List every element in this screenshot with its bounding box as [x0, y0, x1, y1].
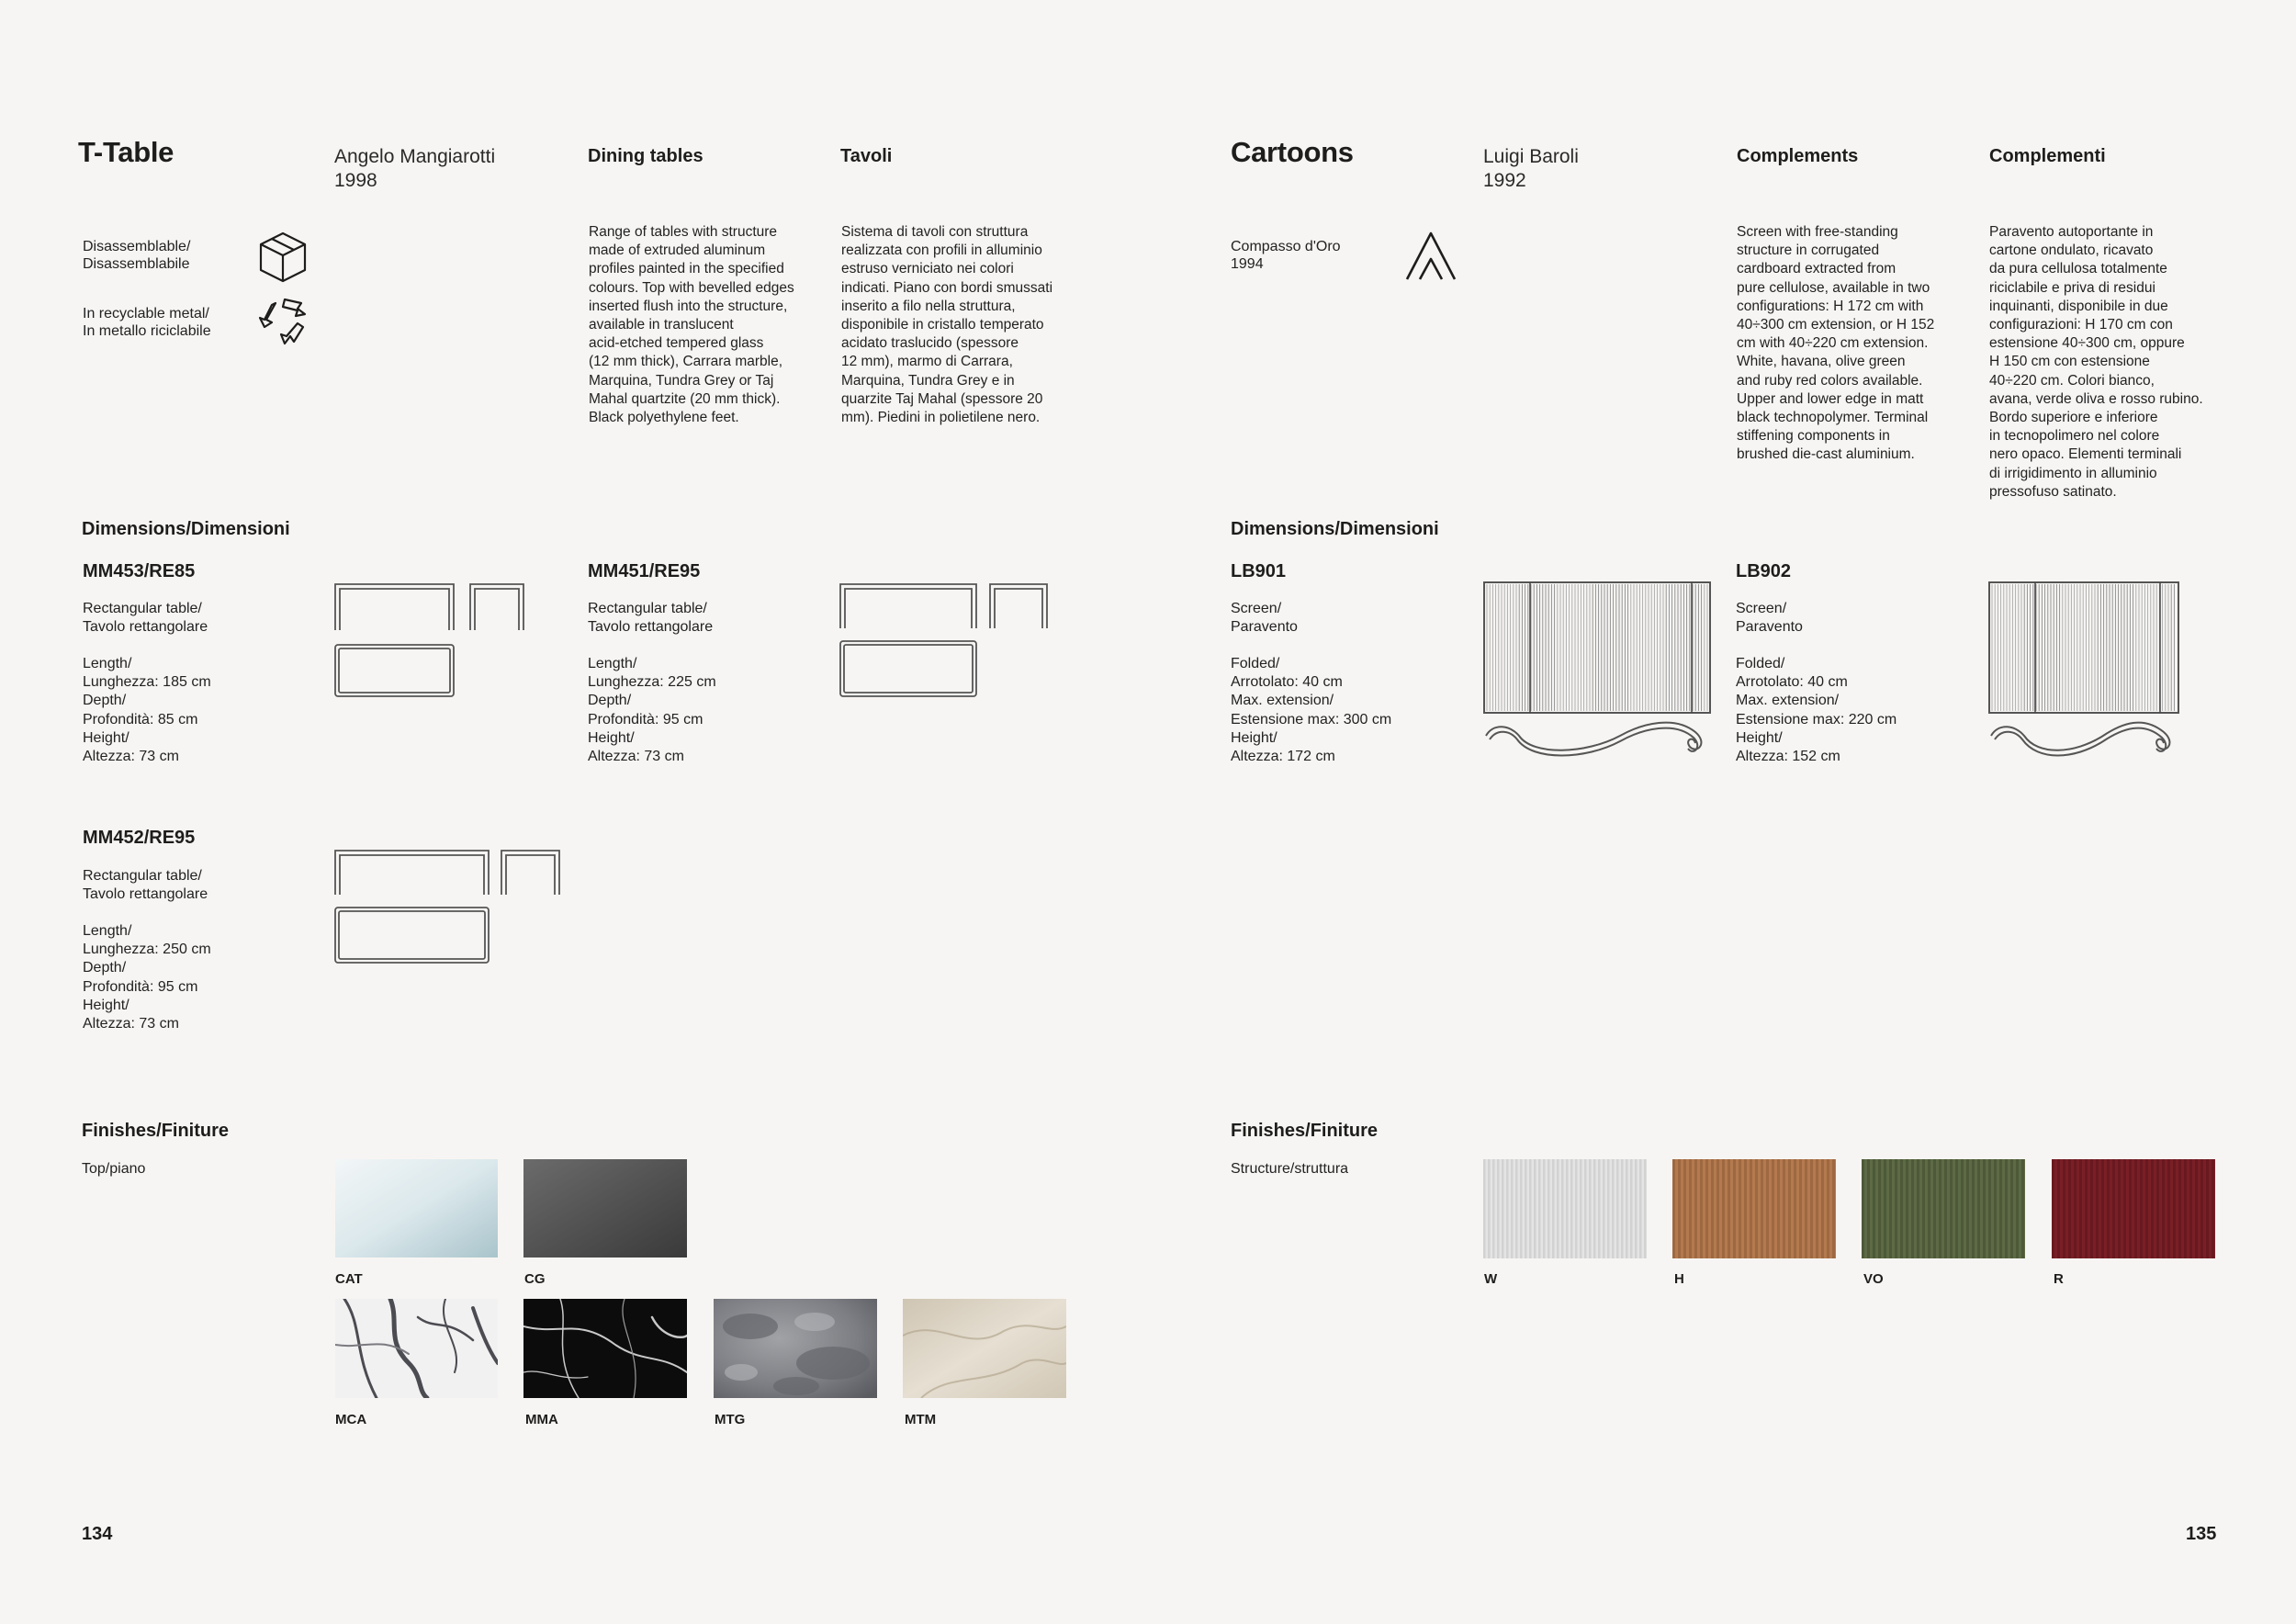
product-specs: Length/ Lunghezza: 185 cm Depth/ Profondità: 85 cm Height/ Altezza: 73 cm [83, 656, 211, 765]
feature-label-recyclable: In recyclable metal/ In metallo riciclabile [83, 306, 211, 339]
swatch-vo [1862, 1159, 2025, 1258]
category-en: Dining tables [588, 146, 703, 166]
product-type: Screen/ Paravento [1736, 601, 1803, 636]
finishes-heading: Finishes/Finiture [1231, 1121, 1379, 1141]
product-specs: Length/ Lunghezza: 225 cm Depth/ Profondità: 95 cm Height/ Altezza: 73 cm [588, 656, 716, 765]
compasso-doro-icon [1405, 230, 1457, 288]
swatch-r [2052, 1159, 2215, 1258]
recycle-icon [257, 296, 309, 352]
cube-icon [257, 230, 309, 289]
finishes-label: Structure/struttura [1231, 1161, 1349, 1177]
swatch-label: CAT [335, 1271, 363, 1287]
swatch-label: W [1484, 1271, 1498, 1287]
category-it: Complementi [1989, 146, 2106, 166]
product-title: T-Table [78, 136, 174, 168]
award-label: Compasso d'Oro 1994 [1231, 239, 1341, 272]
category-it: Tavoli [840, 146, 893, 166]
swatch-mtg [714, 1299, 877, 1398]
product-code: MM451/RE95 [588, 561, 701, 581]
category-en: Complements [1737, 146, 1859, 166]
designer-name: Luigi Baroli [1483, 146, 1579, 167]
description-it: Paravento autoportante in cartone ondulato, ricavato da pura cellulosa totalmente riciclabile e priva di residui inquinanti, disponibile in due configurazioni: H 170 cm con estensione 40÷300 cm, oppure H 150 cm con estensione 40÷220 cm. Colori bianco, avana, verde oliva e rosso rubino. Bordo superiore e inferiore in tecnopolimero nel colore nero opaco. Elementi terminali di irrigidimento in alluminio pressofuso satinato. [1989, 224, 2203, 500]
page-number: 134 [82, 1524, 113, 1544]
swatch-mca [335, 1299, 498, 1398]
swatch-label: MCA [335, 1412, 367, 1427]
table-drawing [332, 581, 525, 705]
product-code: MM453/RE85 [83, 561, 196, 581]
swatch-w [1483, 1159, 1647, 1258]
swatch-cg [523, 1159, 687, 1257]
product-code: MM452/RE95 [83, 828, 196, 848]
product-type: Rectangular table/ Tavolo rettangolare [83, 868, 208, 903]
table-drawing [838, 581, 1049, 705]
designer-name: Angelo Mangiarotti [334, 146, 496, 167]
swatch-label: H [1674, 1271, 1684, 1287]
finishes-label: Top/piano [82, 1161, 146, 1177]
design-year: 1998 [334, 170, 377, 191]
product-specs: Folded/ Arrotolato: 40 cm Max. extension/ Estensione max: 220 cm Height/ Altezza: 152 cm [1736, 656, 1897, 765]
product-code: LB901 [1231, 561, 1287, 581]
swatch-label: MMA [525, 1412, 558, 1427]
page-number: 135 [2186, 1524, 2217, 1544]
product-code: LB902 [1736, 561, 1792, 581]
dimensions-heading: Dimensions/Dimensioni [1231, 519, 1439, 539]
design-year: 1992 [1483, 170, 1526, 191]
product-type: Rectangular table/ Tavolo rettangolare [83, 601, 208, 636]
swatch-label: MTG [715, 1412, 746, 1427]
swatch-label: MTM [905, 1412, 937, 1427]
swatch-mtm [903, 1299, 1066, 1398]
swatch-label: VO [1863, 1271, 1884, 1287]
finishes-heading: Finishes/Finiture [82, 1121, 230, 1141]
product-type: Rectangular table/ Tavolo rettangolare [588, 601, 714, 636]
swatch-mma [523, 1299, 687, 1398]
product-specs: Length/ Lunghezza: 250 cm Depth/ Profondità: 95 cm Height/ Altezza: 73 cm [83, 923, 211, 1032]
swatch-h [1672, 1159, 1836, 1258]
description-en: Screen with free-standing structure in corrugated cardboard extracted from pure cellulose, available in two configurations: H 172 cm with 40÷300 cm extension, or H 152 cm with 40÷220 cm extension. White, havana, olive green and ruby red colors available. Upper and lower edge in matt black technopolymer. Terminal stiffening components in brushed die-cast aluminium. [1737, 224, 1935, 463]
screen-drawing [1482, 581, 1712, 787]
table-drawing [332, 847, 562, 971]
description-it: Sistema di tavoli con struttura realizzata con profili in alluminio estruso verniciato nei colori indicati. Piano con bordi smussati inserito a filo nella struttura, disponibile in cristallo temperato acidato traslucido (spessore 12 mm), marmo di Carrara, Marquina, Tundra Grey e in quarzite Taj Mahal (spessore 20 mm). Piedini in polietilene nero. [841, 224, 1053, 426]
swatch-label: R [2054, 1271, 2064, 1287]
product-title: Cartoons [1231, 136, 1354, 168]
product-specs: Folded/ Arrotolato: 40 cm Max. extension/ Estensione max: 300 cm Height/ Altezza: 172 cm [1231, 656, 1392, 765]
swatch-label: CG [524, 1271, 546, 1287]
screen-drawing [1987, 581, 2180, 787]
swatch-cat [335, 1159, 498, 1257]
description-en: Range of tables with structure made of extruded aluminum profiles painted in the specified colours. Top with bevelled edges inserted flush into the structure, available in translucent acid-etched tempered glass (12 mm thick), Carrara marble, Marquina, Tundra Grey or Taj Mahal quartzite (20 mm thick). Black polyethylene feet. [589, 224, 794, 426]
product-type: Screen/ Paravento [1231, 601, 1298, 636]
feature-label-disassemblable: Disassemblable/ Disassemblabile [83, 239, 191, 272]
dimensions-heading: Dimensions/Dimensioni [82, 519, 290, 539]
